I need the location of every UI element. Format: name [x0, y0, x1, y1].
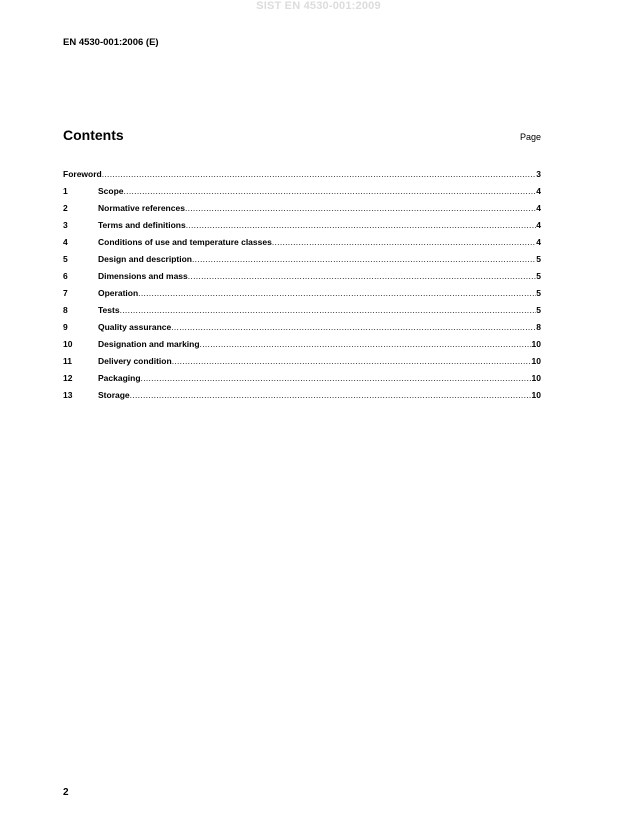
toc-entry-number: 11 [63, 355, 72, 366]
toc-dot-leader [120, 305, 537, 315]
toc-entry-number: 9 [63, 321, 68, 332]
toc-entry-number: 12 [63, 372, 73, 383]
toc-dot-leader [192, 254, 536, 264]
toc-dot-leader [141, 373, 532, 383]
toc-entry-title: Tests [98, 304, 120, 315]
toc-entry-page: 5 [536, 270, 541, 281]
toc-entry-page: 10 [531, 372, 541, 383]
toc-entry-2[interactable] [63, 199, 541, 216]
toc-dot-leader [200, 339, 532, 349]
toc-entry-3[interactable] [63, 216, 541, 233]
toc-entry-13[interactable] [63, 386, 541, 403]
toc-dot-leader [188, 271, 537, 281]
toc-entry-number: 6 [63, 270, 68, 281]
toc-entry-number: 2 [63, 202, 68, 213]
toc-dot-leader [171, 322, 536, 332]
toc-dot-leader [124, 186, 537, 196]
toc-entry-title: Terms and definitions [98, 219, 186, 230]
toc-entry-10[interactable] [63, 335, 541, 352]
contents-heading: Contents [63, 127, 124, 143]
toc-entry-4[interactable] [63, 233, 541, 250]
toc-entry-page: 10 [531, 338, 541, 349]
toc-entry-title: Quality assurance [98, 321, 172, 332]
watermark-text: SIST EN 4530-001:2009 [256, 0, 381, 12]
toc-entry-title: Operation [98, 287, 139, 298]
toc-entry-page: 5 [536, 287, 541, 298]
toc-entry-6[interactable] [63, 267, 541, 284]
toc-entry-number: 10 [63, 338, 73, 349]
toc-dot-leader [138, 288, 536, 298]
toc-dot-leader [172, 356, 532, 366]
toc-dot-leader [185, 203, 536, 213]
toc-entry-title: Designation and marking [98, 338, 200, 349]
toc-entry-page: 3 [536, 168, 541, 179]
toc-entry-number: 3 [63, 219, 68, 230]
toc-entry-page: 5 [536, 304, 541, 315]
toc-entry-page: 8 [536, 321, 541, 332]
toc-entry-number: 4 [63, 236, 68, 247]
toc-entry-title: Delivery condition [98, 355, 172, 366]
page-column-label: Page [519, 132, 541, 142]
toc-entry-page: 4 [536, 236, 541, 247]
toc-entry-page: 10 [531, 389, 541, 400]
toc-dot-leader [186, 220, 537, 230]
toc-entry-12[interactable] [63, 369, 541, 386]
toc-entry-number: 13 [63, 389, 73, 400]
toc-entry-page: 10 [531, 355, 541, 366]
toc-entry-title: Dimensions and mass [98, 270, 188, 281]
toc-entry-title: Design and description [98, 253, 192, 264]
toc-entry-foreword[interactable] [63, 165, 541, 182]
toc-entry-number: 5 [63, 253, 68, 264]
toc-entry-page: 4 [536, 219, 541, 230]
toc-entry-number: 8 [63, 304, 68, 315]
toc-entry-title: Conditions of use and temperature classes [98, 236, 272, 247]
toc-entry-title: Scope [98, 185, 124, 196]
toc-entry-title: Storage [98, 389, 130, 400]
toc-dot-leader [102, 169, 537, 179]
toc-entry-title: Packaging [98, 372, 141, 383]
toc-entry-5[interactable] [63, 250, 541, 267]
table-of-contents [63, 165, 541, 403]
toc-entry-8[interactable] [63, 301, 541, 318]
toc-entry-1[interactable] [63, 182, 541, 199]
toc-entry-page: 4 [536, 202, 541, 213]
toc-entry-9[interactable] [63, 318, 541, 335]
toc-entry-page: 5 [536, 253, 541, 264]
toc-entry-7[interactable] [63, 284, 541, 301]
toc-entry-number: 1 [63, 185, 68, 196]
toc-entry-11[interactable] [63, 352, 541, 369]
toc-entry-title: Normative references [98, 202, 185, 213]
document-id: EN 4530-001:2006 (E) [63, 37, 159, 48]
toc-entry-number: 7 [63, 287, 68, 298]
toc-dot-leader [130, 390, 532, 400]
toc-entry-page: 4 [536, 185, 541, 196]
toc-dot-leader [272, 237, 536, 247]
page-number: 2 [63, 787, 69, 798]
toc-entry-title: Foreword [63, 168, 102, 179]
